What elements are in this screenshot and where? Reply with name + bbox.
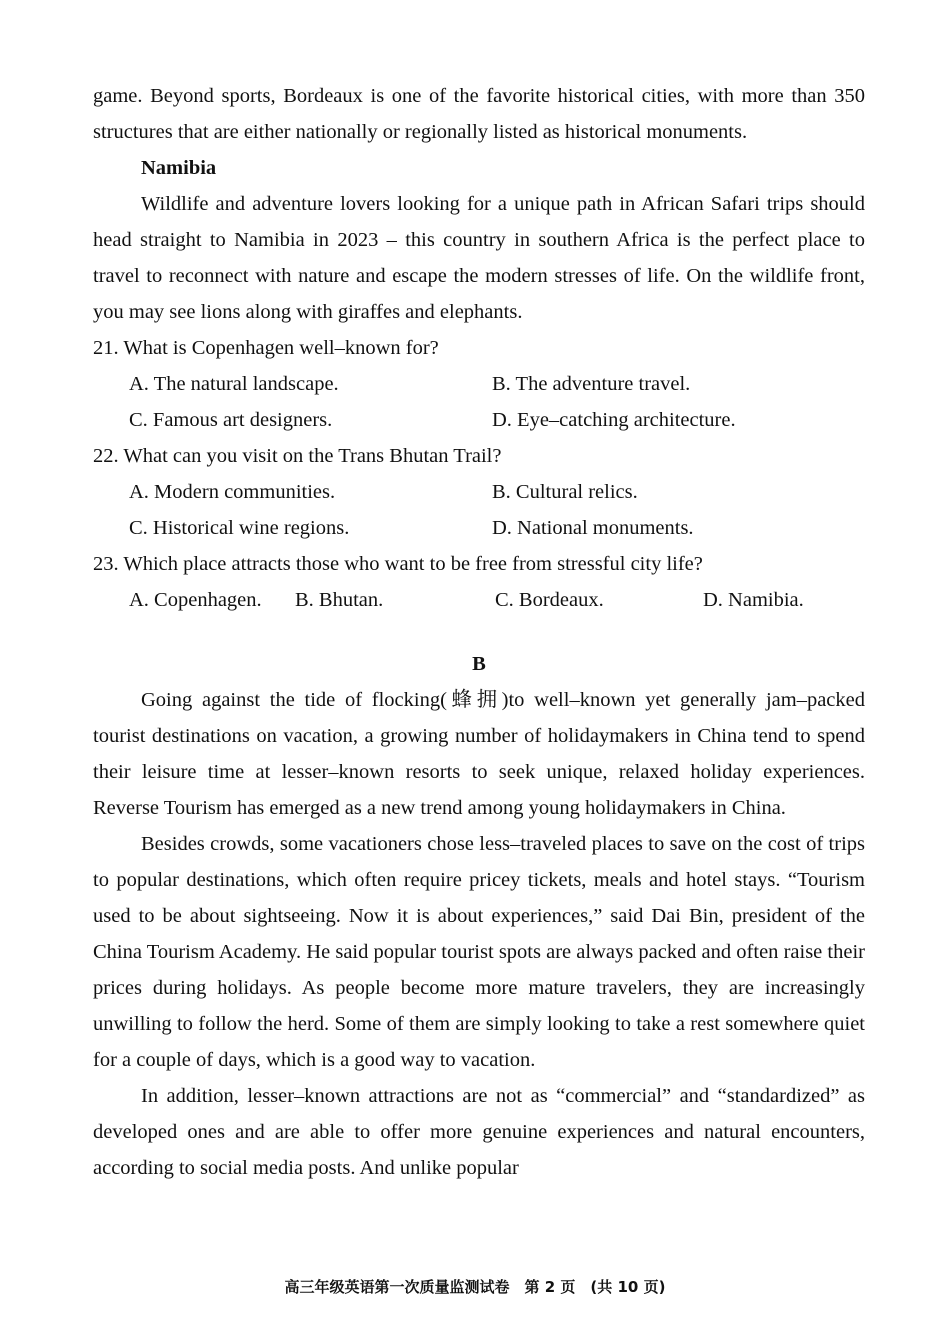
option-a[interactable]: A. Copenhagen. — [129, 589, 262, 611]
answer-options — [93, 474, 865, 546]
option-d[interactable]: D. National monuments. — [492, 517, 694, 539]
option-d[interactable]: D. Eye–catching architecture. — [492, 409, 736, 431]
question-23 — [93, 546, 865, 618]
question-stem: 23. Which place attracts those who want to be free from stressful city life? — [93, 553, 703, 575]
passage-b-paragraph-2: Besides crowds, some vacationers chose less–traveled places to save on the cost of trips to popular destinations, which often require pricey tickets, meals and hotel stays. “Tourism used to be about sightseeing. Now it is about experiences,” said Dai Bin, president of the China Tourism Academy. He said popular tourist spots are always packed and often raise their prices during holidays. As people become more mature travelers, they are increasingly unwilling to follow the herd. Some of them are simply looking to take a rest somewhere quiet for a couple of days, which is a good way to vacation. — [93, 833, 865, 1071]
option-c[interactable]: C. Historical wine regions. — [129, 517, 350, 539]
section-b-title: B — [472, 653, 486, 675]
option-b[interactable]: B. Cultural relics. — [492, 481, 638, 503]
question-22 — [93, 438, 865, 546]
answer-options — [93, 366, 865, 438]
page-content — [93, 78, 865, 1186]
option-d[interactable]: D. Namibia. — [703, 589, 804, 611]
answer-options — [93, 582, 865, 618]
option-b[interactable]: B. Bhutan. — [295, 589, 384, 611]
option-c[interactable]: C. Bordeaux. — [495, 589, 604, 611]
question-21 — [93, 330, 865, 438]
option-a[interactable]: A. The natural landscape. — [129, 373, 339, 395]
namibia-paragraph: Wildlife and adventure lovers looking for a unique path in African Safari trips should head straight to Namibia in 2023 – this country in southern Africa is the perfect place to travel to reconnect with nature and escape the modern stresses of life. On the wildlife front, you may see lions along with giraffes and elephants. — [93, 193, 865, 323]
bordeaux-paragraph: game. Beyond sports, Bordeaux is one of the favorite historical cities, with more than 350 structures that are either nationally or regionally listed as historical monuments. — [93, 85, 865, 143]
passage-b-paragraph-3: In addition, lesser–known attractions are not as “commercial” and “standardized” as developed ones and are able to offer more genuine experiences and natural encounters, according to social media posts. And unlike popular — [93, 1085, 865, 1179]
page-footer: 高三年级英语第一次质量监测试卷 第 2 页 (共 10 页) — [284, 1278, 666, 1296]
passage-b-paragraph-1: Going against the tide of flocking(蜂拥)to well–known yet generally jam–packed tourist destinations on vacation, a growing number of holidaymakers in China tend to spend their leisure time at lesser–known resorts to seek unique, relaxed holiday experiences. Reverse Tourism has emerged as a new trend among young holidaymakers in China. — [93, 689, 865, 819]
option-a[interactable]: A. Modern communities. — [129, 481, 336, 503]
namibia-heading: Namibia — [141, 157, 217, 179]
option-b[interactable]: B. The adventure travel. — [492, 373, 691, 395]
question-stem: 22. What can you visit on the Trans Bhutan Trail? — [93, 445, 502, 467]
option-c[interactable]: C. Famous art designers. — [129, 409, 333, 431]
question-stem: 21. What is Copenhagen well–known for? — [93, 337, 439, 359]
